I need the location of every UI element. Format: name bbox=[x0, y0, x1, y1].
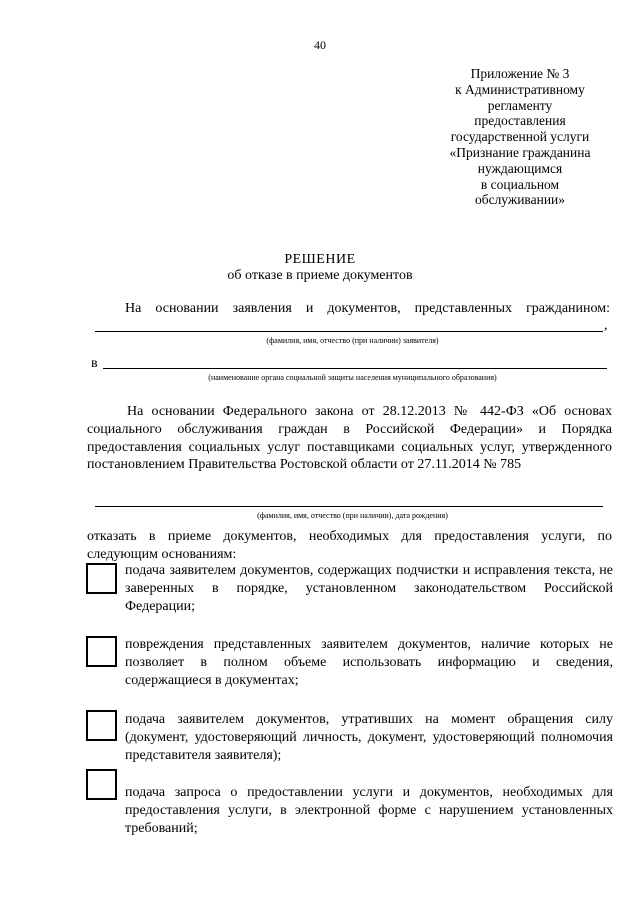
annex-header bbox=[425, 66, 615, 208]
organ-name-line bbox=[103, 368, 607, 369]
law-paragraph-text: На основании Федерального закона от 28.12.2013 № 442-ФЗ «Об основах социального обслуживания граждан в Российской Федерации» и Порядка предоставления социальных услуг поставщиками социальных услуг, утвержденного постановлением Правительства Ростовской области от 27.11.2014 № 785 bbox=[87, 404, 612, 473]
reason-checkbox-2[interactable] bbox=[86, 636, 117, 667]
applicant-comma: , bbox=[604, 318, 608, 333]
page-number: 40 bbox=[314, 38, 326, 52]
reason-item-1: подача заявителем документов, содержащих подчистки и исправления текста, не заверенных в порядке, установленном законодательством Российской Федерации; bbox=[125, 563, 613, 614]
reason-checkbox-3[interactable] bbox=[86, 710, 117, 741]
person-caption: (фамилия, имя, отчество (при наличии), дата рождения) bbox=[257, 511, 448, 520]
annex-line: в социальном bbox=[480, 176, 560, 192]
basis-intro: На основании заявления и документов, представленных гражданином: bbox=[125, 301, 610, 316]
annex-line: нуждающимся bbox=[477, 160, 563, 176]
organ-prefix: в bbox=[91, 356, 98, 371]
annex-line: обслуживании» bbox=[474, 192, 566, 208]
refusal-text: отказать в приеме документов, необходимых для предоставления услуги, по следующим основаниям: bbox=[87, 529, 612, 562]
reason-checkbox-4[interactable] bbox=[86, 769, 117, 800]
reason-item-3: подача заявителем документов, утративших на момент обращения силу (документ, удостоверяющий личность, документ, удостоверяющий полномочия представителя заявителя); bbox=[125, 712, 613, 763]
law-paragraph bbox=[87, 403, 612, 474]
reason-checkbox-1[interactable] bbox=[86, 563, 117, 594]
applicant-name-line bbox=[95, 331, 603, 332]
annex-line: предоставления bbox=[474, 113, 566, 129]
reason-item-2: повреждения представленных заявителем документов, наличие которых не позволяет в полном объеме использовать информацию и сведения, содержащиеся в документах; bbox=[125, 637, 613, 688]
annex-line: регламенту bbox=[487, 97, 553, 113]
reason-item-4: подача запроса о предоставлении услуги и документов, необходимых для предоставления услуги, в электронной форме с нарушением установленных требований; bbox=[125, 785, 613, 836]
annex-line: «Признание гражданина bbox=[449, 144, 591, 160]
annex-line: государственной услуги bbox=[450, 129, 590, 145]
person-name-line bbox=[95, 506, 603, 507]
annex-line: Приложение № 3 bbox=[470, 66, 570, 81]
refusal-statement bbox=[87, 528, 612, 564]
applicant-caption: (фамилия, имя, отчество (при наличии) заявителя) bbox=[266, 336, 439, 345]
annex-line: к Административному bbox=[455, 81, 585, 97]
document-subtitle: об отказе в приеме документов bbox=[227, 268, 413, 283]
organ-caption: (наименование органа социальной защиты населения муниципального образования) bbox=[208, 373, 497, 382]
document-title: РЕШЕНИЕ bbox=[284, 252, 356, 267]
